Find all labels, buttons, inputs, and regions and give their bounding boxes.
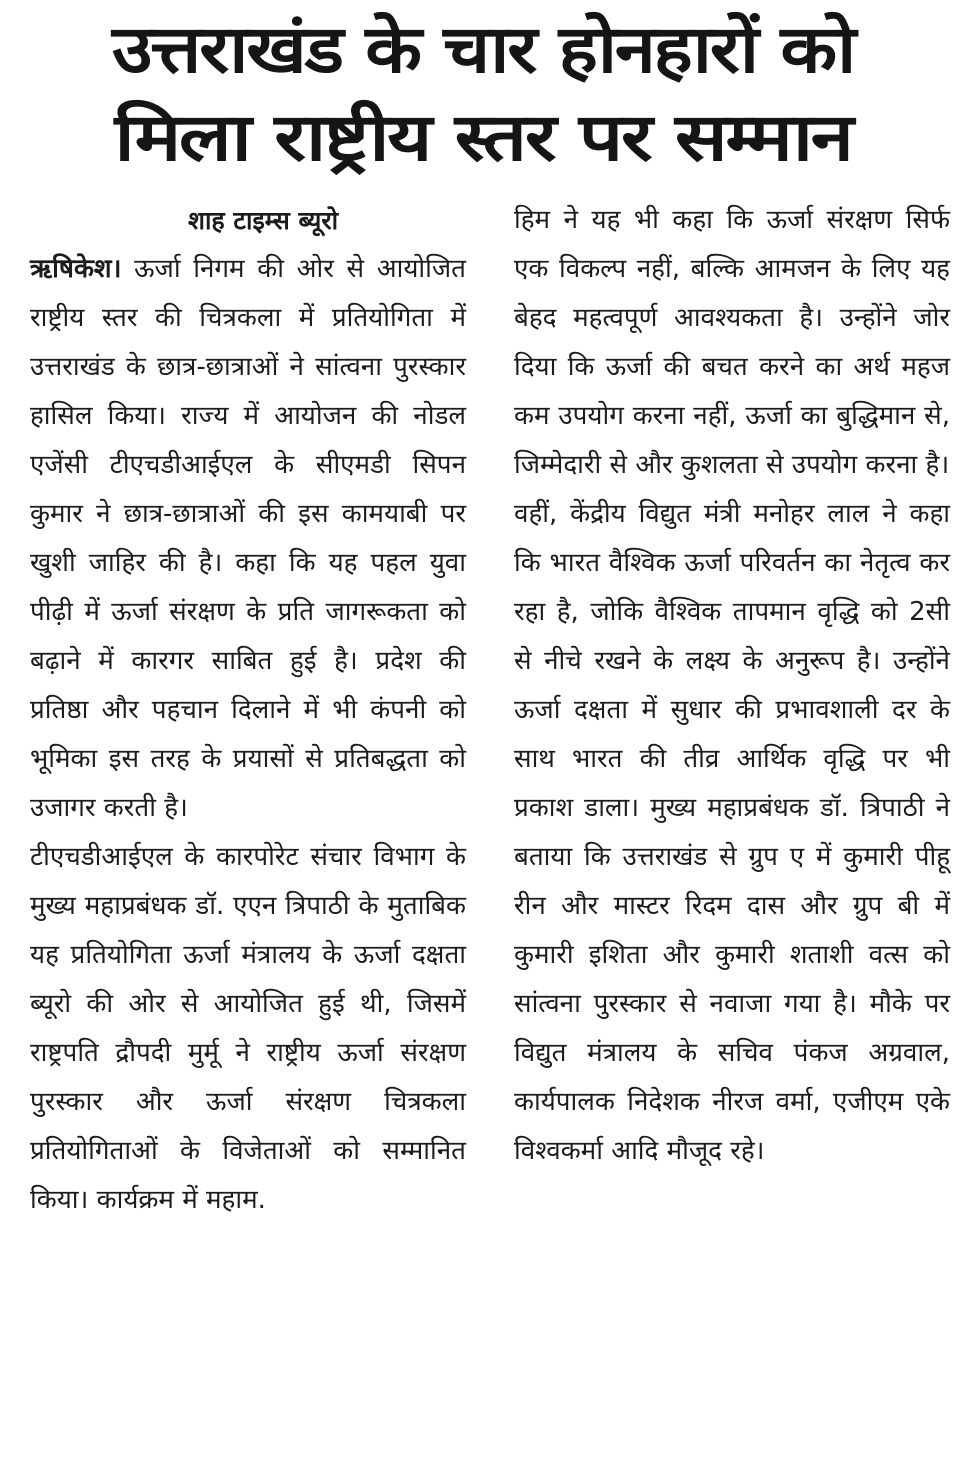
article-paragraph-4: वहीं, केंद्रीय विद्युत मंत्री मनोहर लाल ने कहा कि भारत वैश्विक ऊर्जा परिवर्तन का नेतृत्व कर रहा है, जोकि वैश्विक तापमान वृद्धि को 2सी से नीचे रखने के लक्ष्य के अनुरूप है। उन्होंने ऊर्जा दक्षता में सुधार की प्रभावशाली दर के साथ भारत की तीव्र आर्थिक वृद्धि पर भी प्रकाश डाला। मुख्य महाप्रबंधक डॉ. त्रिपाठी ने बताया कि उत्तराखंड से ग्रुप ए में कुमारी पीहू रीन और मास्टर रिदम दास और ग्रुप बी में कुमारी इशिता और कुमारी शताशी वत्स को सांत्वना पुरस्कार से नवाजा गया है। मौके पर विद्युत मंत्रालय के सचिव पंकज अग्रवाल, कार्यपालक निदेशक नीरज वर्मा, एजीएम एके विश्वकर्मा आदि मौजूद रहे। bbox=[514, 499, 950, 1166]
article-paragraph-2: टीएचडीआईएल के कारपोरेट संचार विभाग के मुख्य महाप्रबंधक डॉ. एएन त्रिपाठी के मुताबिक यह प्रतियोगिता ऊर्जा मंत्रालय के ऊर्जा दक्षता ब्यूरो की ओर से आयोजित हुई थी, जिसमें राष्ट्रपति द्रौपदी मुर्मू ने राष्ट्रीय ऊर्जा संरक्षण पुरस्कार और ऊर्जा संरक्षण चित्रकला प्रतियोगिताओं के विजेताओं को सम्मानित किया। कार्यक्रम में महाम. bbox=[30, 842, 466, 1215]
article-paragraph-3: हिम ने यह भी कहा कि ऊर्जा संरक्षण सिर्फ एक विकल्प नहीं, बल्कि आमजन के लिए यह बेहद महत्वपूर्ण आवश्यकता है। उन्होंने जोर दिया कि ऊर्जा की बचत करने का अर्थ महज कम उपयोग करना नहीं, ऊर्जा का बुद्धिमान से, जिम्मेदारी से और कुशलता से उपयोग करना है। bbox=[514, 205, 950, 480]
dateline: ऋषिकेश। bbox=[30, 254, 122, 284]
article-column-left bbox=[30, 196, 466, 1225]
headline bbox=[0, 6, 966, 182]
article-column-right bbox=[514, 196, 950, 1176]
article-paragraph-1 bbox=[30, 245, 466, 833]
headline-line-1: उत्तराखंड के चार होनहारों को bbox=[111, 11, 855, 88]
headline-line-2: मिला राष्ट्रीय स्तर पर सम्मान bbox=[114, 99, 852, 176]
byline: शाह टाइम्स ब्यूरो bbox=[187, 206, 339, 235]
article-paragraph-1-text: ऊर्जा निगम की ओर से आयोजित राष्ट्रीय स्तर की चित्रकला में प्रतियोगिता में उत्तराखंड के छात्र-छात्राओं ने सांत्वना पुरस्कार हासिल किया। राज्य में आयोजन की नोडल एजेंसी टीएचडीआईएल के सीएमडी सिपन कुमार ने छात्र-छात्राओं की इस कामयाबी पर खुशी जाहिर की है। कहा कि यह पहल युवा पीढ़ी में ऊर्जा संरक्षण के प्रति जागरूकता को बढ़ाने में कारगर साबित हुई है। प्रदेश की प्रतिष्ठा और पहचान दिलाने में भी कंपनी को भूमिका इस तरह के प्रयासों से प्रतिबद्धता को उजागर करती है। bbox=[30, 254, 466, 823]
